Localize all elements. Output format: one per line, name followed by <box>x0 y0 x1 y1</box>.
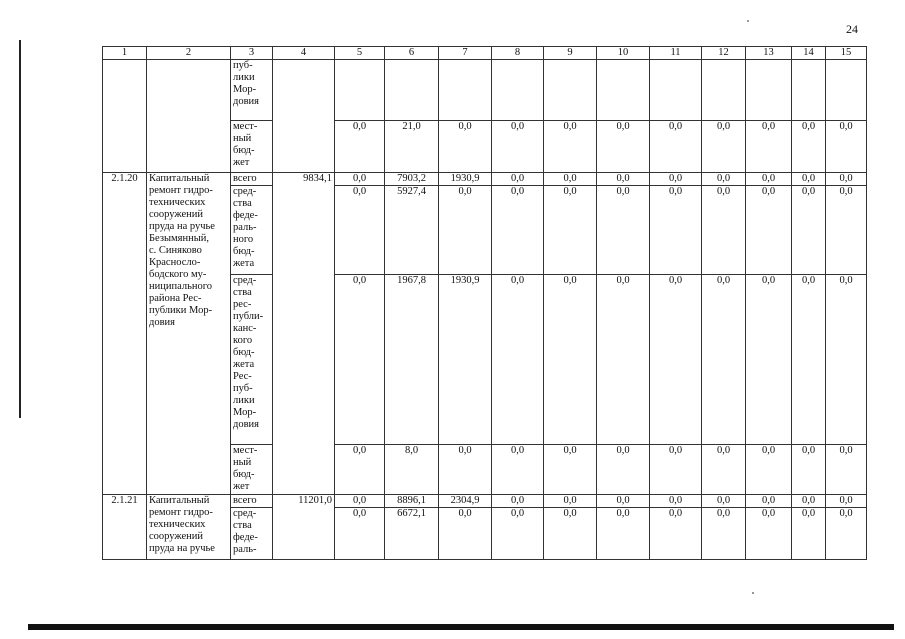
value-cell: 0,0 <box>492 186 544 275</box>
value-cell: 1930,9 <box>439 275 492 445</box>
item-name-line: публики Мор- <box>149 305 213 316</box>
value-cell: 0,0 <box>544 275 597 445</box>
value-cell: 0,0 <box>650 275 702 445</box>
value-cell: 0,0 <box>792 508 826 560</box>
column-header: 11 <box>650 47 702 60</box>
value-cell: 0,0 <box>826 173 867 186</box>
value-cell: 0,0 <box>544 445 597 495</box>
value-cell: 0,0 <box>702 173 746 186</box>
value-cell <box>792 60 826 121</box>
column-header: 6 <box>385 47 439 60</box>
left-margin-line <box>19 40 21 418</box>
value-cell: 0,0 <box>492 495 544 508</box>
value-cell: 0,0 <box>544 508 597 560</box>
value-cell: 8,0 <box>385 445 439 495</box>
item-name-line: технических <box>149 519 206 530</box>
value-cell: 0,0 <box>544 173 597 186</box>
item-name <box>147 173 231 495</box>
item-code: 2.1.21 <box>103 495 147 560</box>
page-number: 24 <box>846 22 858 36</box>
column-header: 14 <box>792 47 826 60</box>
value-cell: 0,0 <box>544 186 597 275</box>
value-cell: 0,0 <box>335 186 385 275</box>
value-cell: 0,0 <box>439 186 492 275</box>
column-header: 13 <box>746 47 792 60</box>
value-cell: 0,0 <box>650 121 702 173</box>
item-name-line: сооружений <box>149 209 204 220</box>
table-row <box>103 495 867 508</box>
value-cell <box>544 60 597 121</box>
value-cell: 0,0 <box>650 186 702 275</box>
value-cell: 0,0 <box>544 121 597 173</box>
funding-source-label: сред- ства феде- раль- ного бюд- жета <box>231 186 273 275</box>
item-name <box>147 495 231 560</box>
item-name-line: района Рес- <box>149 293 202 304</box>
value-cell: 0,0 <box>650 508 702 560</box>
column-header: 5 <box>335 47 385 60</box>
value-cell <box>335 60 385 121</box>
item-name-line: Безымянный, <box>149 233 210 244</box>
value-cell: 0,0 <box>746 508 792 560</box>
value-cell: 0,0 <box>597 173 650 186</box>
value-cell: 0,0 <box>439 121 492 173</box>
value-cell <box>385 60 439 121</box>
value-cell: 0,0 <box>597 275 650 445</box>
funding-source-label: мест- ный бюд- жет <box>231 121 273 173</box>
column-header: 10 <box>597 47 650 60</box>
value-cell: 0,0 <box>335 173 385 186</box>
funding-source-label: всего <box>231 495 273 508</box>
item-code <box>103 60 147 173</box>
value-cell: 7903,2 <box>385 173 439 186</box>
scan-speck <box>752 592 754 594</box>
value-cell <box>702 60 746 121</box>
item-name-line: ниципального <box>149 281 213 292</box>
value-cell: 0,0 <box>702 186 746 275</box>
bottom-scan-bar <box>28 624 894 630</box>
item-name-line: Капитальный <box>149 495 210 506</box>
item-total <box>273 60 335 173</box>
value-cell: 0,0 <box>792 173 826 186</box>
item-code: 2.1.20 <box>103 173 147 495</box>
value-cell <box>650 60 702 121</box>
table-row <box>103 173 867 186</box>
item-name-line: пруда на ручье <box>149 543 215 554</box>
item-name-line: пруда на ручье <box>149 221 215 232</box>
value-cell: 1967,8 <box>385 275 439 445</box>
value-cell: 0,0 <box>597 508 650 560</box>
scan-speck <box>747 20 749 22</box>
value-cell: 8896,1 <box>385 495 439 508</box>
value-cell <box>597 60 650 121</box>
value-cell: 0,0 <box>826 275 867 445</box>
value-cell: 0,0 <box>826 121 867 173</box>
value-cell: 0,0 <box>335 495 385 508</box>
value-cell: 0,0 <box>650 495 702 508</box>
value-cell: 0,0 <box>826 495 867 508</box>
item-total: 11201,0 <box>273 495 335 560</box>
value-cell: 0,0 <box>792 445 826 495</box>
header-row <box>103 47 867 60</box>
value-cell: 0,0 <box>826 445 867 495</box>
funding-source-label: сред- ства феде- раль- <box>231 508 273 560</box>
item-name-line: Капитальный <box>149 173 210 184</box>
column-header: 3 <box>231 47 273 60</box>
value-cell: 0,0 <box>826 186 867 275</box>
funding-source-label: всего <box>231 173 273 186</box>
funding-source-label: сред- ства рес- публи- канс- кого бюд- жета Рес- пуб- лики Мор- довия <box>231 275 273 445</box>
value-cell: 0,0 <box>335 121 385 173</box>
value-cell: 2304,9 <box>439 495 492 508</box>
value-cell: 0,0 <box>597 445 650 495</box>
value-cell: 0,0 <box>439 508 492 560</box>
item-name <box>147 60 231 173</box>
value-cell: 1930,9 <box>439 173 492 186</box>
item-total: 9834,1 <box>273 173 335 495</box>
value-cell <box>492 60 544 121</box>
column-header: 8 <box>492 47 544 60</box>
value-cell: 0,0 <box>492 445 544 495</box>
value-cell: 0,0 <box>702 275 746 445</box>
column-header: 2 <box>147 47 231 60</box>
column-header: 9 <box>544 47 597 60</box>
value-cell: 0,0 <box>746 121 792 173</box>
value-cell: 0,0 <box>492 121 544 173</box>
budget-table <box>102 46 867 560</box>
value-cell: 0,0 <box>792 495 826 508</box>
value-cell: 0,0 <box>746 495 792 508</box>
value-cell: 0,0 <box>826 508 867 560</box>
column-header: 4 <box>273 47 335 60</box>
value-cell: 0,0 <box>650 173 702 186</box>
item-name-line: Красносло- <box>149 257 201 268</box>
value-cell: 0,0 <box>702 445 746 495</box>
value-cell: 0,0 <box>597 495 650 508</box>
value-cell: 0,0 <box>597 121 650 173</box>
item-name-line: довия <box>149 317 175 328</box>
value-cell: 0,0 <box>792 275 826 445</box>
value-cell: 0,0 <box>746 186 792 275</box>
value-cell: 0,0 <box>597 186 650 275</box>
value-cell: 0,0 <box>746 275 792 445</box>
value-cell: 0,0 <box>335 275 385 445</box>
value-cell: 0,0 <box>335 508 385 560</box>
value-cell: 0,0 <box>492 275 544 445</box>
value-cell: 21,0 <box>385 121 439 173</box>
value-cell: 6672,1 <box>385 508 439 560</box>
column-header: 12 <box>702 47 746 60</box>
value-cell: 0,0 <box>746 445 792 495</box>
item-name-line: ремонт гидро- <box>149 507 213 518</box>
item-name-line: технических <box>149 197 206 208</box>
funding-source-label: пуб- лики Мор- довия <box>231 60 273 121</box>
funding-source-label: мест- ный бюд- жет <box>231 445 273 495</box>
value-cell: 0,0 <box>335 445 385 495</box>
table-row <box>103 60 867 121</box>
value-cell: 0,0 <box>702 495 746 508</box>
value-cell: 0,0 <box>702 508 746 560</box>
column-header: 1 <box>103 47 147 60</box>
item-name-line: сооружений <box>149 531 204 542</box>
item-name-line: с. Синяково <box>149 245 202 256</box>
value-cell: 0,0 <box>492 173 544 186</box>
value-cell: 0,0 <box>792 186 826 275</box>
value-cell: 0,0 <box>439 445 492 495</box>
value-cell: 0,0 <box>492 508 544 560</box>
item-name-line: бодского му- <box>149 269 207 280</box>
value-cell <box>439 60 492 121</box>
value-cell <box>826 60 867 121</box>
value-cell: 0,0 <box>746 173 792 186</box>
column-header: 7 <box>439 47 492 60</box>
value-cell: 0,0 <box>702 121 746 173</box>
column-header: 15 <box>826 47 867 60</box>
value-cell: 0,0 <box>544 495 597 508</box>
value-cell <box>746 60 792 121</box>
item-name-line: ремонт гидро- <box>149 185 213 196</box>
value-cell: 0,0 <box>792 121 826 173</box>
value-cell: 0,0 <box>650 445 702 495</box>
value-cell: 5927,4 <box>385 186 439 275</box>
